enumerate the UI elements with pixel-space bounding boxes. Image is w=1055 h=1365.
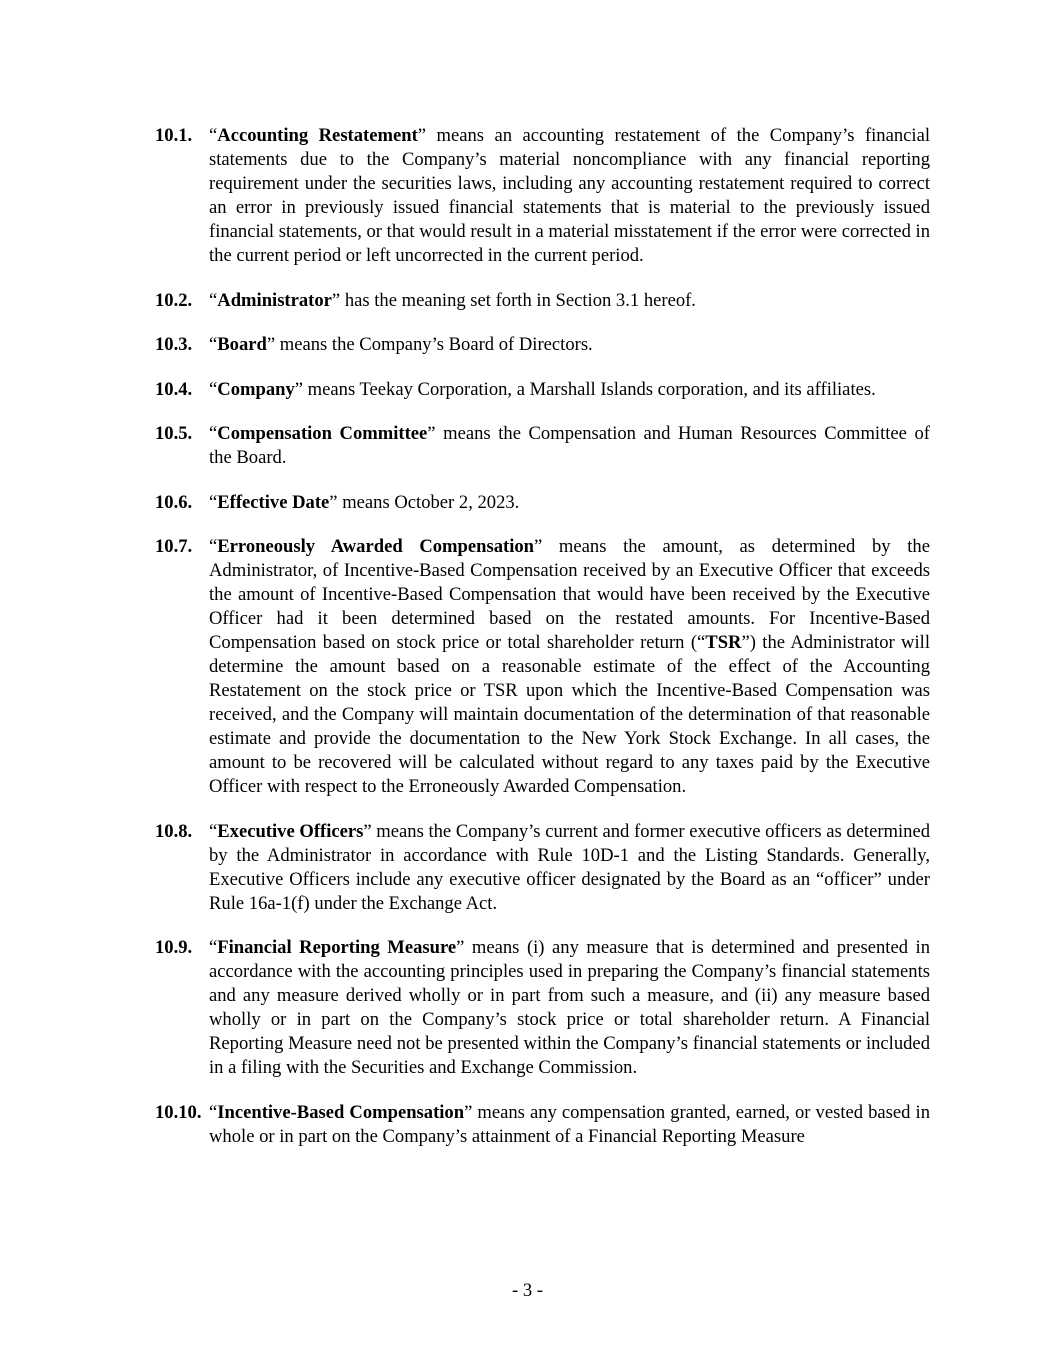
definition-text: means Teekay Corporation, a Marshall Islands corporation, and its affiliates. <box>303 378 876 400</box>
definition-text: means any compensation granted, earned, or vested based in whole or in part on the Company’s attainment of a Financial Reporting Measure <box>209 1101 930 1147</box>
definition-item <box>155 289 930 313</box>
definition-item <box>155 936 930 1080</box>
definition-text: means October 2, 2023. <box>337 491 520 513</box>
definition-text: has the meaning set forth in Section 3.1 hereof. <box>340 289 696 311</box>
definition-body <box>209 491 930 515</box>
definition-text: means the Company’s Board of Directors. <box>275 334 593 355</box>
defined-term: Administrator <box>217 289 332 311</box>
definition-item <box>155 535 930 799</box>
quote-open: “ <box>209 423 218 444</box>
defined-term: Financial Reporting Measure <box>217 937 457 958</box>
definition-number: 10.10. <box>155 1101 202 1123</box>
defined-term: Compensation Committee <box>217 423 428 444</box>
defined-term: Company <box>217 378 295 400</box>
defined-term: Effective Date <box>217 491 330 513</box>
quote-close: ” <box>417 125 427 146</box>
definition-item <box>155 378 930 402</box>
definition-text: means the Company’s current and former executive officers as determined by the Administrator in accordance with Rule 10D-1 and the Listing Standards. Generally, Executive Officers include any executive officer designated by the Board as an “officer” under Rule 16a-1(f) under the Exchange Act. <box>209 820 931 914</box>
quote-open: “ <box>209 289 218 311</box>
quote-close: ” <box>464 1101 473 1123</box>
quote-open: “ <box>209 125 218 146</box>
definition-text: means an accounting restatement of the Company’s financial statements due to the Company’s material noncompliance with any financial reporting requirement under the securities laws, including any accounting restatement required to correct an error in previously issued financial statements that is material to the previously issued financial statements, or that would result in a material misstatement if the error were corrected in the current period or left uncorrected in the current period. <box>209 125 930 266</box>
quote-open: “ <box>209 820 218 842</box>
quote-close: ” <box>427 423 436 444</box>
definition-number: 10.6. <box>155 491 193 513</box>
definition-number: 10.7. <box>155 536 193 557</box>
definition-body <box>209 936 930 1080</box>
quote-open: “ <box>209 378 218 400</box>
defined-term: Incentive-Based Compensation <box>217 1101 465 1123</box>
definition-text: means (i) any measure that is determined and presented in accordance with the accounting principles used in preparing the Company’s financial statements and any measure derived wholly or in part from such a measure, and (ii) any measure based wholly or in part on the Company’s stock price or total shareholder return. A Financial Reporting Measure need not be presented within the Company’s financial statements or included in a filing with the Securities and Exchange Commission. <box>209 937 930 1078</box>
definition-item <box>155 491 930 515</box>
defined-term: Board <box>217 334 267 355</box>
definition-number: 10.5. <box>155 423 193 444</box>
definition-number: 10.4. <box>155 378 193 400</box>
definitions-list <box>155 124 930 1169</box>
quote-open: “ <box>209 334 218 355</box>
definition-number: 10.1. <box>155 125 193 146</box>
quote-close: ” <box>266 334 276 355</box>
quote-open: “ <box>209 937 218 958</box>
quote-close: ” <box>331 289 341 311</box>
quote-close: ” <box>363 820 372 842</box>
quote-close: ” <box>534 536 543 557</box>
defined-term: Executive Officers <box>217 820 364 842</box>
definition-number: 10.8. <box>155 820 193 842</box>
quote-close: ” <box>456 937 465 958</box>
quote-close: ” <box>294 378 304 400</box>
definition-body <box>209 378 930 402</box>
definition-item <box>155 333 930 357</box>
quote-open: “ <box>209 491 218 513</box>
definition-number: 10.3. <box>155 334 193 355</box>
defined-term: Accounting Restatement <box>217 125 418 146</box>
definition-item <box>155 1101 930 1149</box>
definition-body <box>209 124 930 268</box>
definition-text-continued: ”) the Administrator will determine the amount based on a reasonable estimate of the effect of the Accounting Restatement on the stock price or TSR upon which the Incentive-Based Compensation was received, and the Company will maintain documentation of the determination of that reasonable estimate and provide the documentation to the New York Stock Exchange. In all cases, the amount to be recovered will be calculated without regard to any taxes paid by the Executive Officer with respect to the Erroneously Awarded Compensation. <box>209 632 930 797</box>
defined-term: Erroneously Awarded Compensation <box>217 536 534 557</box>
definition-item <box>155 422 930 470</box>
definition-text: means the amount, as determined by the Administrator, of Incentive-Based Compensation received by an Executive Officer that exceeds the amount of Incentive-Based Compensation that would have been received by the Executive Officer had it been determined based on the restated amounts. For Incentive-Based Compensation based on stock price or total shareholder return (“ <box>209 536 930 653</box>
definition-body <box>209 1101 930 1149</box>
definition-number: 10.9. <box>155 937 193 958</box>
definition-body <box>209 333 930 357</box>
inline-defined-term: TSR <box>705 632 742 653</box>
quote-open: “ <box>209 1101 218 1123</box>
definition-body <box>209 820 930 916</box>
definition-body <box>209 289 930 313</box>
definition-item <box>155 820 930 916</box>
definition-number: 10.2. <box>155 289 193 311</box>
page-number: - 3 - <box>512 1280 543 1301</box>
definition-text: means the Compensation and Human Resources Committee of the Board. <box>209 423 930 468</box>
definition-body <box>209 422 930 470</box>
quote-open: “ <box>209 536 218 557</box>
definition-item <box>155 124 930 268</box>
quote-close: ” <box>329 491 338 513</box>
definition-body <box>209 535 930 799</box>
